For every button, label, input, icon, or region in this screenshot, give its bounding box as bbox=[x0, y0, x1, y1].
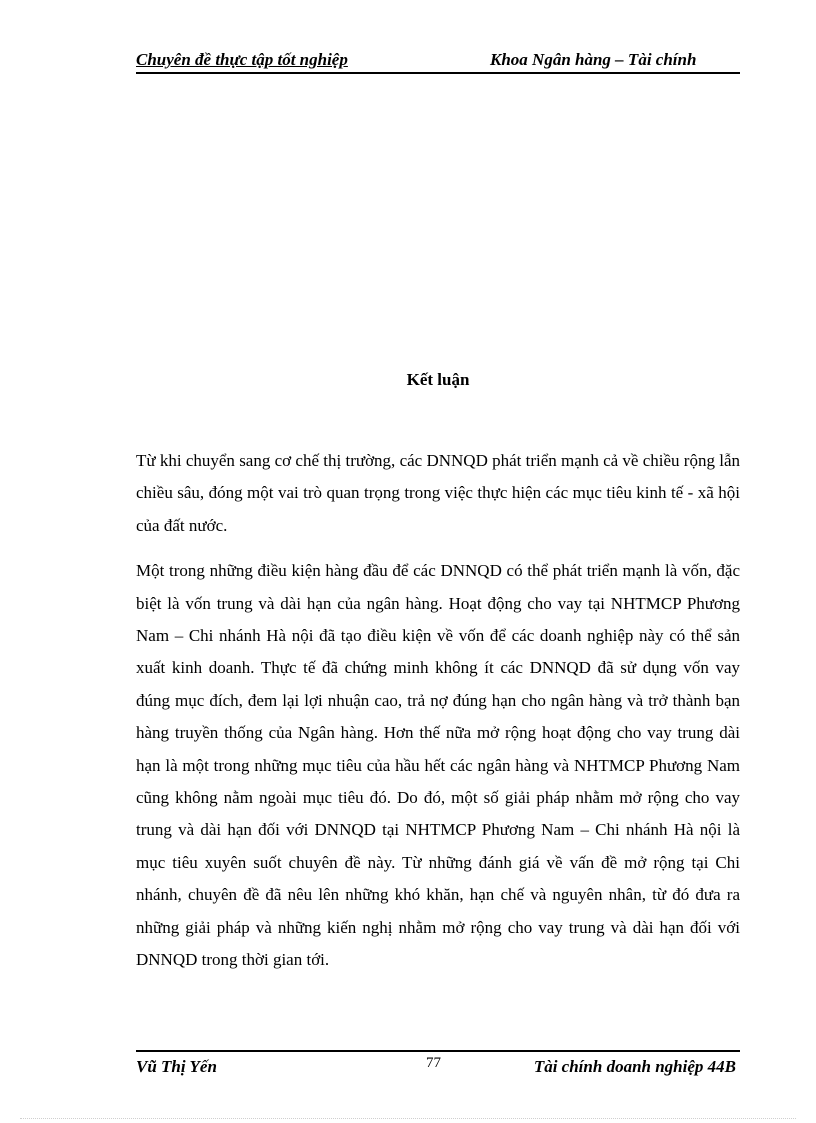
footer-author: Vũ Thị Yến bbox=[136, 1057, 217, 1076]
paragraph-1: Từ khi chuyển sang cơ chế thị trường, các DNNQD phát triển mạnh cả về chiều rộng lẫn chiều sâu, đóng một vai trò quan trọng trong việc thực hiện các mục tiêu kinh tế - xã hội của đất nước. bbox=[136, 451, 740, 535]
header-report-title: Chuyên đề thực tập tốt nghiệp bbox=[136, 50, 348, 69]
page-edge-divider bbox=[20, 1118, 796, 1119]
section-title: Kết luận bbox=[406, 370, 470, 389]
paragraph-2: Một trong những điều kiện hàng đầu để các DNNQD có thể phát triển mạnh là vốn, đặc biệt là vốn trung và dài hạn của ngân hàng. Hoạt động cho vay tại NHTMCP Phương Nam – Chi nhánh Hà nội đã tạo điều kiện về vốn để các doanh nghiệp này có thể sản xuất kinh doanh. Thực tế đã chứng minh không ít các DNNQD đã sử dụng vốn vay đúng mục đích, đem lại lợi nhuận cao, trả nợ đúng hạn cho ngân hàng và trở thành bạn hàng truyền thống của Ngân hàng. Hơn thế nữa mở rộng hoạt động cho vay trung dài hạn là một trong những mục tiêu của hầu hết các ngân hàng và NHTMCP Phương Nam cũng không nằm ngoài mục tiêu đó. Do đó, một số giải pháp nhằm mở rộng cho vay trung và dài hạn đối với DNNQD tại NHTMCP Phương Nam – Chi nhánh Hà nội là mục tiêu xuyên suốt chuyên đề này. Từ những đánh giá về vấn đề mở rộng tại Chi nhánh, chuyên đề đã nêu lên những khó khăn, hạn chế và nguyên nhân, từ đó đưa ra những giải pháp và những kiến nghị nhằm mở rộng cho vay trung và dài hạn đối với DNNQD trong thời gian tới. bbox=[136, 561, 740, 970]
page-number: 77 bbox=[426, 1055, 441, 1071]
page-header bbox=[136, 48, 740, 74]
footer-class: Tài chính doanh nghiệp 44B bbox=[533, 1057, 736, 1076]
body-text bbox=[136, 445, 740, 990]
header-faculty: Khoa Ngân hàng – Tài chính bbox=[490, 50, 697, 69]
page-footer bbox=[136, 1050, 740, 1082]
